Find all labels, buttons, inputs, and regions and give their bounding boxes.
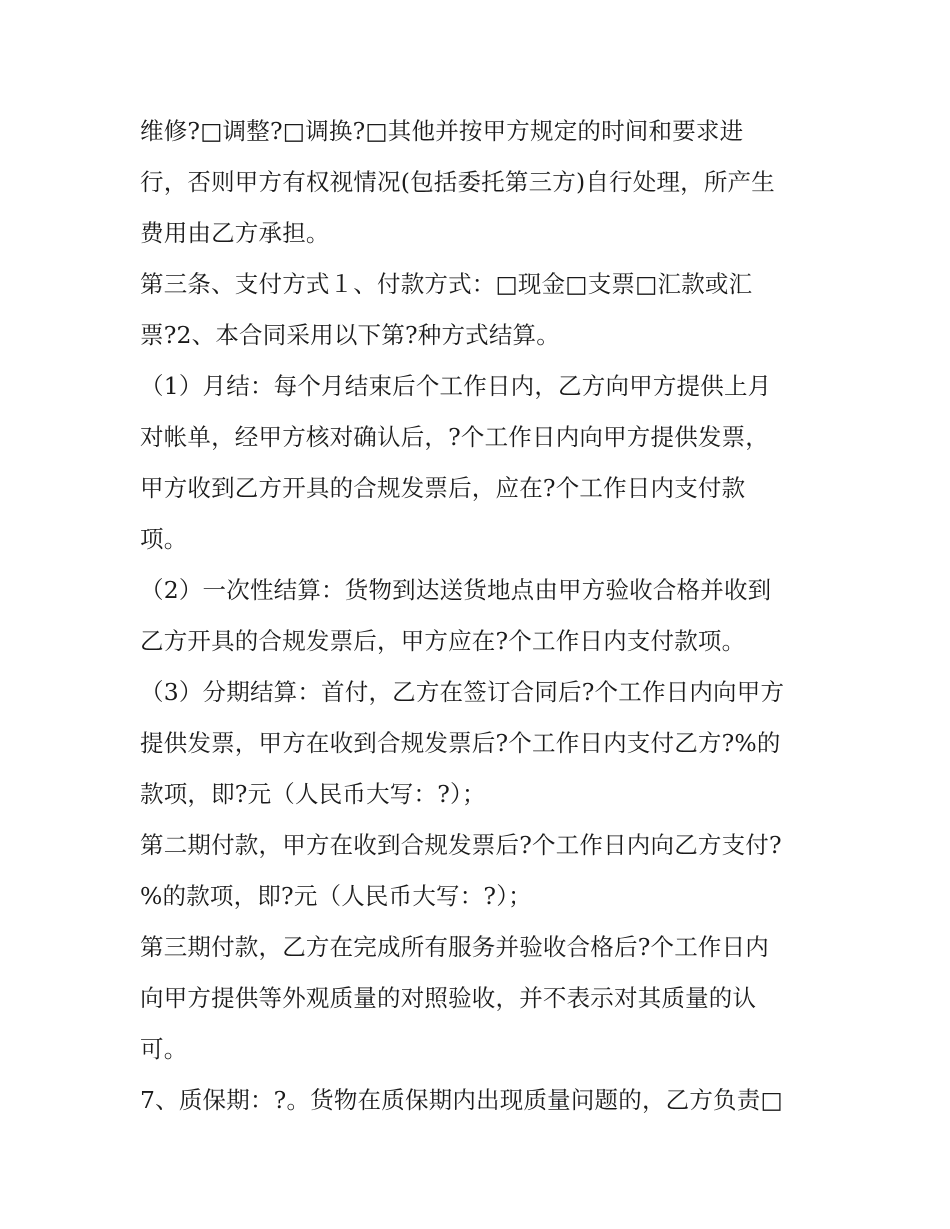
text-line: 票?2、本合同采用以下第?种方式结算。: [140, 321, 560, 349]
text-line: 维修?□调整?□调换?□其他并按甲方规定的时间和要求进: [140, 117, 744, 145]
text-line: 第三条、支付方式１、付款方式：□现金□支票□汇款或汇: [140, 270, 753, 298]
text-line: 可。: [140, 1035, 188, 1063]
contract-text-body: [140, 106, 820, 1126]
text-line: （3）分期结算：首付，乙方在签订合同后?个工作日内向甲方: [140, 678, 785, 706]
text-line: 乙方开具的合规发票后，甲方应在?个工作日内支付款项。: [140, 627, 746, 655]
text-line: 款项，即?元（人民币大写：?）；: [140, 780, 486, 808]
text-line: 对帐单，经甲方核对确认后，?个工作日内向甲方提供发票，: [140, 423, 769, 451]
text-line: 行，否则甲方有权视情况(包括委托第三方)自行处理，所产生: [140, 168, 775, 196]
text-line: （2）一次性结算：货物到达送货地点由甲方验收合格并收到: [140, 576, 772, 604]
text-line: 7、质保期：?。货物在质保期内出现质量问题的，乙方负责□: [140, 1086, 783, 1114]
text-line: （1）月结：每个月结束后个工作日内，乙方向甲方提供上月: [140, 372, 772, 400]
text-line: 项。: [140, 525, 188, 553]
text-line: 提供发票，甲方在收到合规发票后?个工作日内支付乙方?%的: [140, 729, 781, 757]
text-line: 向甲方提供等外观质量的对照验收，并不表示对其质量的认: [140, 984, 757, 1012]
text-line: 费用由乙方承担。: [140, 219, 330, 247]
text-line: 第三期付款，乙方在完成所有服务并验收合格后?个工作日内: [140, 933, 769, 961]
text-line: 甲方收到乙方开具的合规发票后，应在?个工作日内支付款: [140, 474, 746, 502]
text-line: %的款项，即?元（人民币大写：?）；: [140, 882, 532, 910]
text-line: 第二期付款，甲方在收到合规发票后?个工作日内向乙方支付?: [140, 831, 782, 859]
